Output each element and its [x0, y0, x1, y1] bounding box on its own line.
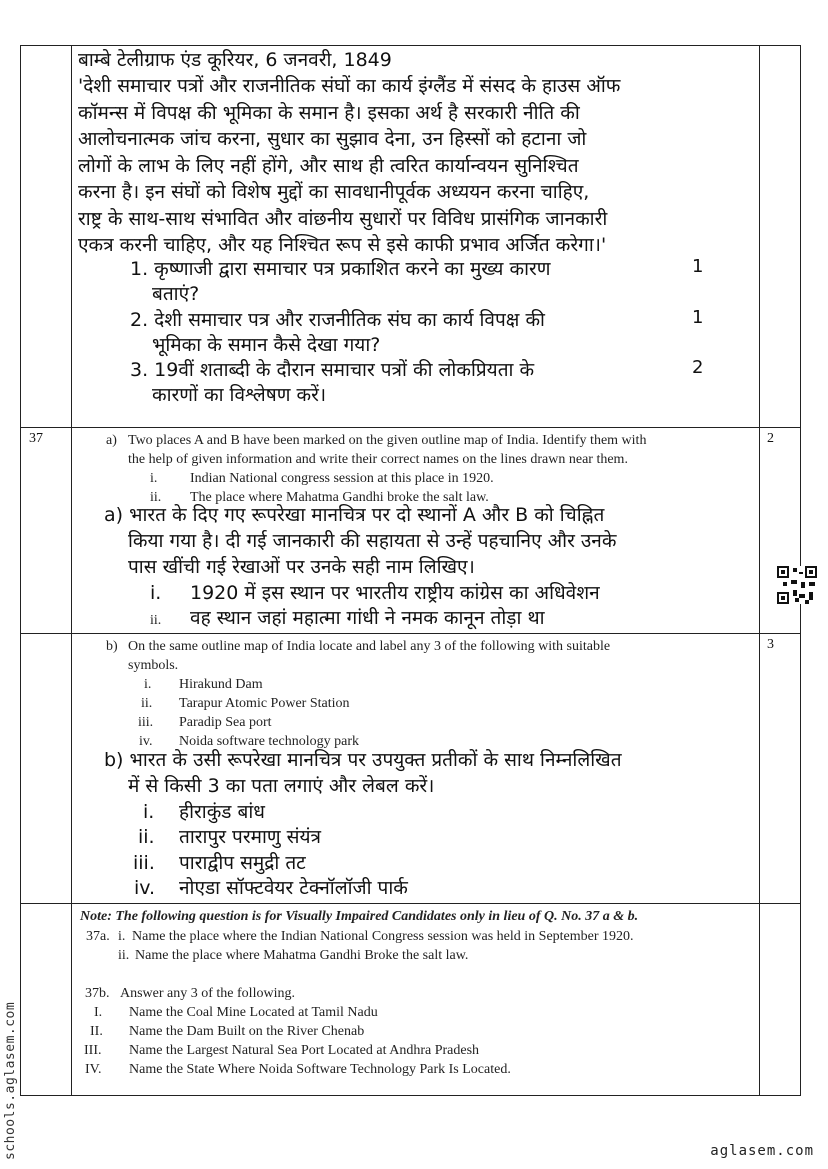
q37a-hindi-item-num: i. [150, 582, 162, 604]
q37b-hindi-item-text: नोएडा सॉफ्टवेयर टेक्नॉलॉजी पार्क [179, 877, 408, 899]
question-number: 37 [29, 431, 43, 446]
row-divider [20, 633, 801, 634]
question-2-line1: 2. देशी समाचार पत्र और राजनीतिक संघ का कार्य विपक्ष की [130, 309, 545, 331]
q37b-item-num: i. [144, 677, 152, 692]
vi-37b-intro: Answer any 3 of the following. [120, 986, 295, 1001]
question-1-line1: 1. कृष्णाजी द्वारा समाचार पत्र प्रकाशित करने का मुख्य कारण [130, 258, 551, 280]
q37b-item-num: iii. [138, 715, 154, 730]
table-border-left [20, 45, 21, 1095]
q37a-text-line2: the help of given information and write their correct names on the lines drawn near them. [128, 452, 628, 467]
question-1-marks: 1 [692, 256, 704, 277]
vi-37b-item-num: III. [84, 1043, 102, 1058]
q37b-hindi-item-num: iv. [134, 877, 156, 899]
q37a-hindi-item-text: वह स्थान जहां महात्मा गांधी ने नमक कानून तोड़ा था [190, 607, 545, 629]
q37b-hindi-line1: b) भारत के उसी रूपरेखा मानचित्र पर उपयुक्त प्रतीकों के साथ निम्नलिखित [104, 749, 622, 771]
q37b-hindi-line2: में से किसी 3 का पता लगाएं और लेबल करें। [128, 775, 435, 797]
q37a-item-text: Indian National congress session at this place in 1920. [190, 471, 494, 486]
vi-note: Note: The following question is for Visually Impaired Candidates only in lieu of Q. No. 37 a & b. [80, 909, 639, 924]
question-3-marks: 2 [692, 357, 704, 378]
vi-37a-item-num: ii. [118, 948, 130, 963]
passage-line: लोगों के लाभ के लिए नहीं होंगे, और साथ ही त्वरित कार्यान्वयन सुनिश्चित [78, 154, 579, 177]
table-border-bottom [20, 1095, 801, 1096]
passage-line: एकत्र करनी चाहिए, और यह निश्चित रूप से इसे काफी प्रभाव अर्जित करेगा।' [78, 234, 607, 256]
q37a-item-text: The place where Mahatma Gandhi broke the salt law. [190, 490, 489, 505]
row-divider [20, 427, 801, 428]
q37b-marks: 3 [767, 637, 774, 652]
q37a-hindi-item-num: ii. [150, 613, 162, 628]
passage-line: 'देशी समाचार पत्रों और राजनीतिक संघों का कार्य इंग्लैंड में संसद के हाउस ऑफ [78, 75, 621, 97]
passage-line: करना है। इन संघों को विशेष मुद्दों का सावधानीपूर्वक अध्ययन करना चाहिए, [78, 181, 590, 203]
vi-37a-label: 37a. [86, 929, 110, 944]
vi-37b-label: 37b. [85, 986, 110, 1001]
question-3-line2: कारणों का विश्लेषण करें। [152, 384, 327, 406]
vi-37b-item-num: II. [90, 1024, 103, 1039]
footer-site: aglasem.com [710, 1143, 814, 1159]
q37a-label: a) [106, 433, 117, 448]
column-divider [71, 45, 72, 1095]
question-3-line1: 3. 19वीं शताब्दी के दौरान समाचार पत्रों की लोकप्रियता के [130, 359, 535, 381]
vi-37b-item-text: Name the Dam Built on the River Chenab [129, 1024, 365, 1039]
q37b-item-text: Paradip Sea port [179, 715, 272, 730]
watermark: schools.aglasem.com [3, 1001, 18, 1160]
q37b-label: b) [106, 639, 118, 654]
q37b-hindi-item-text: पाराद्वीप समुद्री तट [179, 852, 306, 874]
source-line: बाम्बे टेलीग्राफ एंड कूरियर, 6 जनवरी, 1849 [78, 49, 392, 71]
q37a-marks: 2 [767, 431, 774, 446]
vi-37b-item-num: IV. [85, 1062, 102, 1077]
vi-37a-item-text: Name the place where Mahatma Gandhi Broke the salt law. [135, 948, 469, 963]
q37a-hindi-line1: a) भारत के दिए गए रूपरेखा मानचित्र पर दो स्थानों A और B को चिह्नित [104, 504, 605, 526]
passage-line: कॉमन्स में विपक्ष की भूमिका के समान है। इसका अर्थ है सरकारी नीति की [78, 101, 580, 124]
q37b-text-line2: symbols. [128, 658, 179, 673]
q37b-item-num: ii. [141, 696, 153, 711]
vi-37a-item-num: i. [118, 929, 126, 944]
vi-37b-item-num: I. [94, 1005, 103, 1020]
question-2-line2: भूमिका के समान कैसे देखा गया? [152, 334, 381, 356]
qr-code-icon [777, 566, 817, 604]
q37b-item-num: iv. [139, 734, 153, 749]
column-divider [759, 45, 760, 1095]
row-divider [20, 903, 801, 904]
table-border-top [20, 45, 801, 46]
vi-37b-item-text: Name the Coal Mine Located at Tamil Nadu [129, 1005, 378, 1020]
passage-line: राष्ट्र के साथ-साथ संभावित और वांछनीय सुधारों पर विविध प्रासंगिक जानकारी [78, 207, 608, 230]
q37a-text-line1: Two places A and B have been marked on the given outline map of India. Identify them with [128, 433, 647, 448]
q37b-hindi-item-text: हीराकुंड बांध [179, 801, 265, 823]
question-2-marks: 1 [692, 307, 704, 328]
q37b-hindi-item-num: ii. [138, 826, 155, 848]
q37b-hindi-item-num: i. [143, 801, 155, 823]
vi-37a-item-text: Name the place where the Indian National Congress session was held in September 1920. [132, 929, 634, 944]
q37a-hindi-line3: पास खींची गई रेखाओं पर उनके सही नाम लिखिए। [128, 556, 475, 578]
q37a-item-num: i. [150, 471, 158, 486]
q37b-item-text: Hirakund Dam [179, 677, 263, 692]
q37a-item-num: ii. [150, 490, 162, 505]
vi-37b-item-text: Name the Largest Natural Sea Port Located at Andhra Pradesh [129, 1043, 480, 1058]
q37b-text-line1: On the same outline map of India locate and label any 3 of the following with suitable [128, 639, 611, 654]
passage-line: आलोचनात्मक जांच करना, सुधार का सुझाव देना, उन हिस्सों को हटाना जो [78, 128, 587, 150]
vi-37b-item-text: Name the State Where Noida Software Technology Park Is Located. [129, 1062, 511, 1077]
q37b-item-text: Noida software technology park [179, 734, 359, 749]
q37b-item-text: Tarapur Atomic Power Station [179, 696, 350, 711]
q37b-hindi-item-text: तारापुर परमाणु संयंत्र [179, 826, 322, 848]
question-1-line2: बताएं? [152, 283, 200, 305]
q37a-hindi-line2: किया गया है। दी गई जानकारी की सहायता से उन्हें पहचानिए और उनके [128, 530, 617, 552]
q37b-hindi-item-num: iii. [133, 852, 155, 874]
q37a-hindi-item-text: 1920 में इस स्थान पर भारतीय राष्ट्रीय कांग्रेस का अधिवेशन [190, 582, 600, 604]
